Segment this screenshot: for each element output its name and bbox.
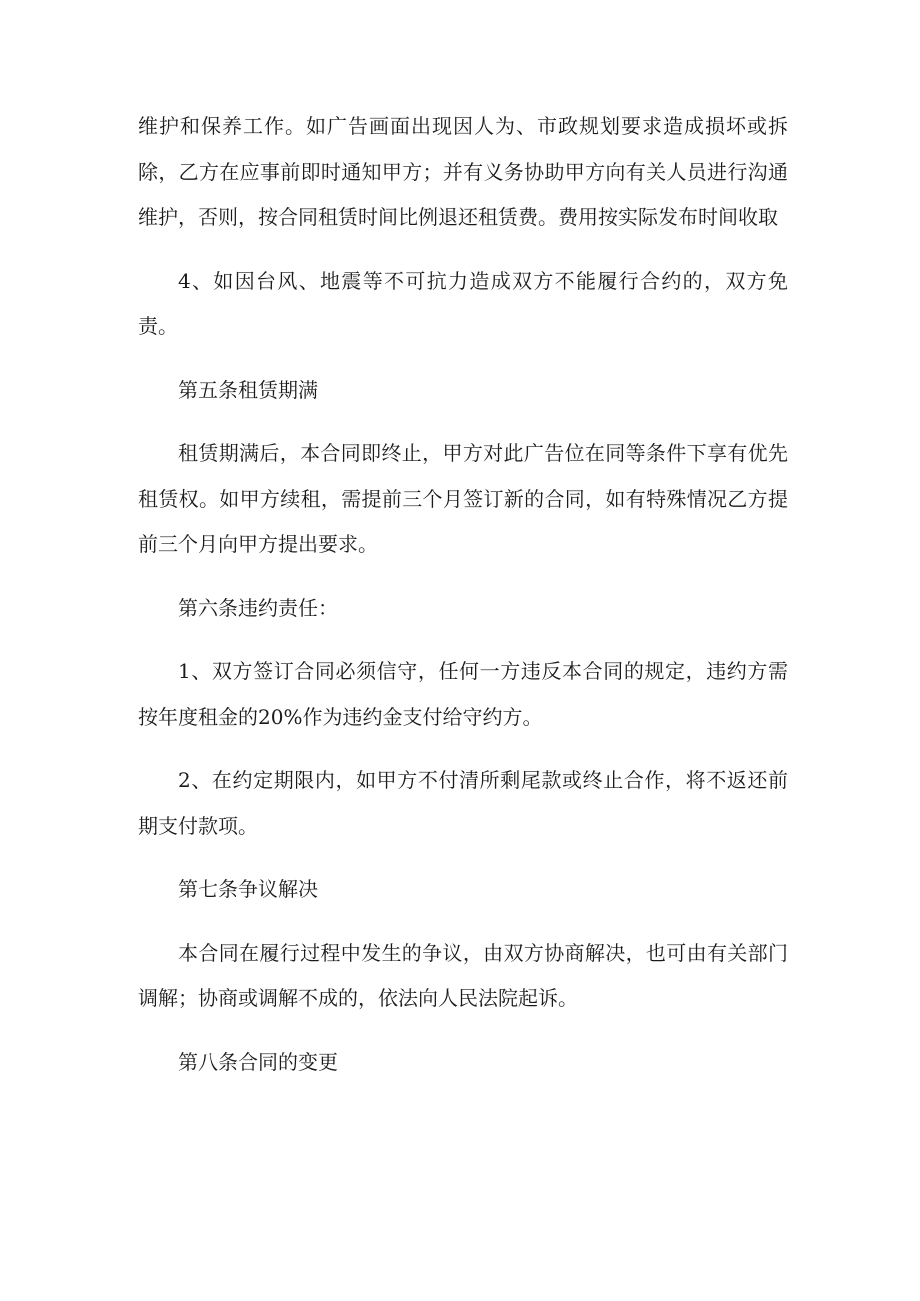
paragraph-dispute-resolution: 本合同在履行过程中发生的争议，由双方协商解决，也可由有关部门调解；协商或调解不成的，依法向人民法院起诉。 bbox=[138, 940, 788, 1010]
paragraph-breach-penalty: 1、双方签订合同必须信守，任何一方违反本合同的规定，违约方需按年度租金的20%作为违约金支付给守约方。 bbox=[138, 659, 788, 729]
document-body bbox=[138, 104, 788, 1103]
paragraph-lease-expiry: 租赁期满后，本合同即终止，甲方对此广告位在同等条件下享有优先租赁权。如甲方续租，需提前三个月签订新的合同，如有特殊情况乙方提前三个月向甲方提出要求。 bbox=[138, 441, 788, 556]
heading-article-8: 第八条合同的变更 bbox=[178, 1049, 338, 1074]
paragraph-maintenance-continued: 维护和保养工作。如广告画面出现因人为、市政规划要求造成损坏或拆除，乙方在应事前即时通知甲方；并有义务协助甲方向有关人员进行沟通维护，否则，按合同租赁时间比例退还租赁费。费用按实际发布时间收取 bbox=[138, 114, 788, 229]
paragraph-no-refund: 2、在约定期限内，如甲方不付清所剩尾款或终止合作，将不返还前期支付款项。 bbox=[138, 768, 788, 838]
heading-article-7: 第七条争议解决 bbox=[178, 877, 318, 901]
paragraph-force-majeure: 4、如因台风、地震等不可抗力造成双方不能履行合约的，双方免责。 bbox=[138, 268, 788, 338]
heading-article-6: 第六条违约责任： bbox=[178, 595, 338, 620]
heading-article-5: 第五条租赁期满 bbox=[178, 377, 318, 402]
